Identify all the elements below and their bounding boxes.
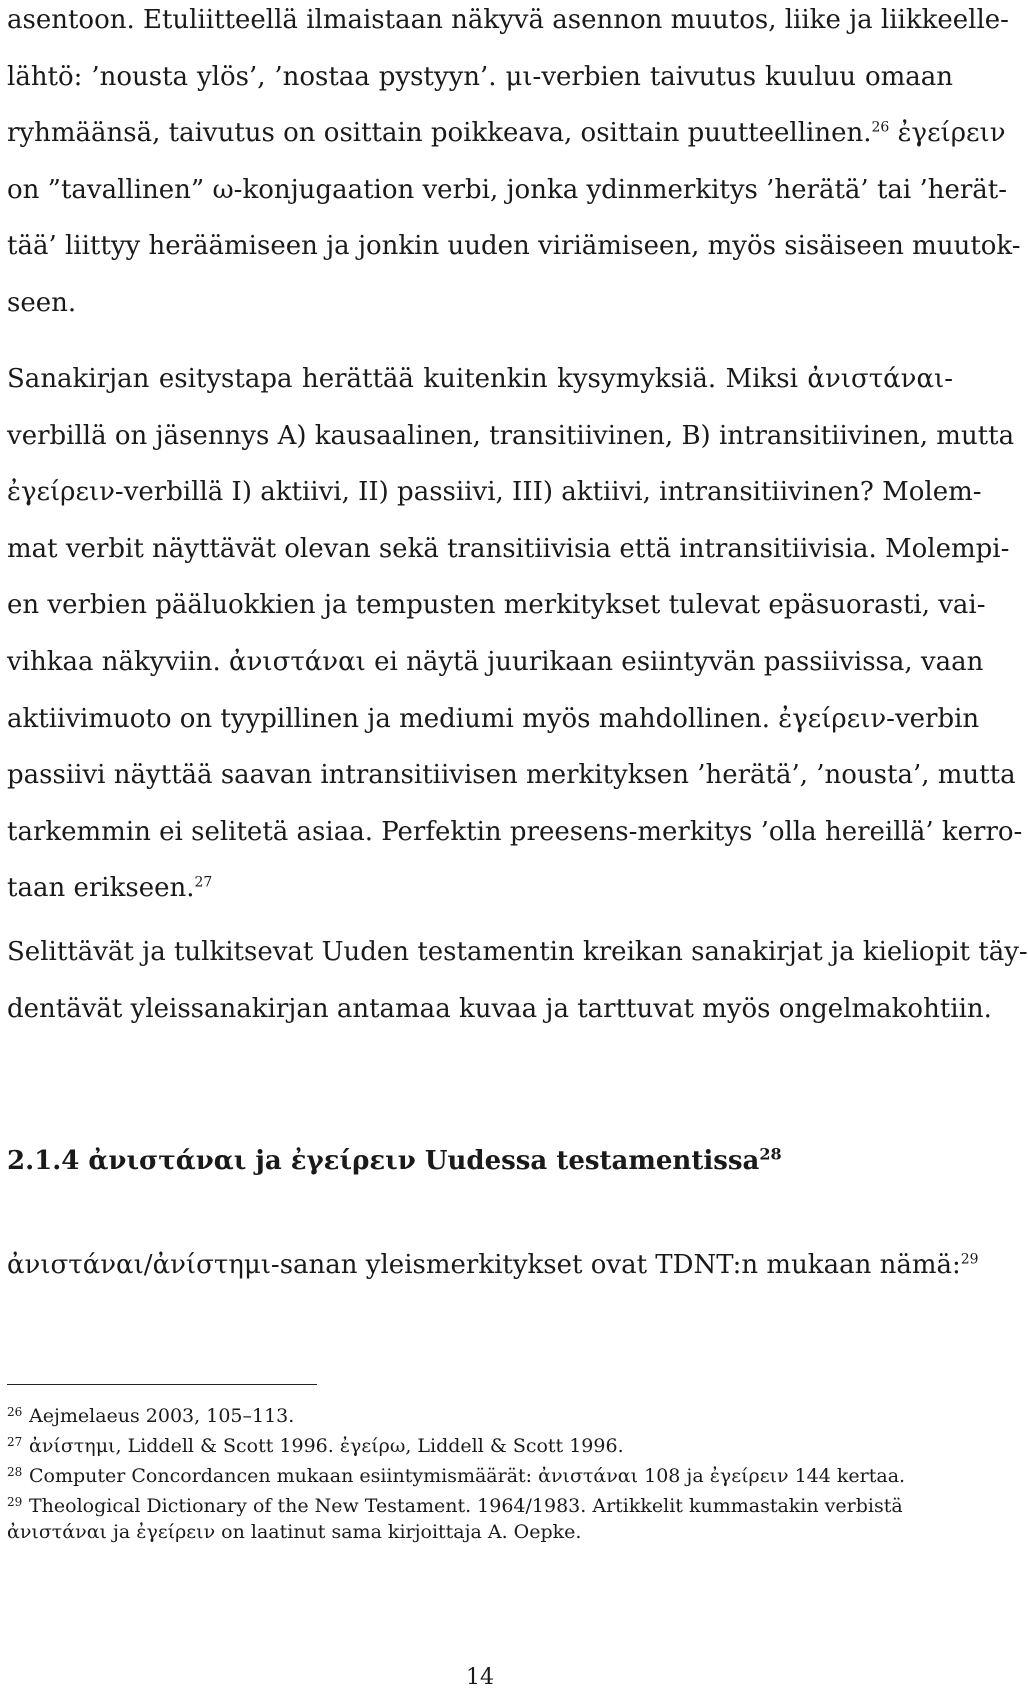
text-line: ἐγείρειν-verbillä I) aktiivi, II) passiivi, III) aktiivi, intransitiivinen? Molem- (7, 477, 982, 508)
intro-line (7, 1237, 979, 1293)
footnote-ref-26[interactable]: 26 (871, 119, 890, 136)
text-segment: ryhmäänsä, taivutus on osittain poikkeava, osittain puutteellinen. (7, 118, 872, 149)
paragraph-2 (7, 351, 1023, 917)
text-line: vihkaa näkyviin. ἀνιστάναι ei näytä juurikaan esiintyvän passiivissa, vaan (7, 646, 984, 677)
footnote-ref-27[interactable]: 27 (194, 874, 213, 891)
text-line: tarkemmin ei selitetä asiaa. Perfektin preesens-merkitys ’olla hereillä’ kerro- (7, 816, 1023, 847)
footnote-ref-28[interactable]: 28 (759, 1144, 782, 1164)
page-number: 14 (466, 1665, 494, 1690)
footnote-29 (7, 1487, 953, 1521)
footnote-number: 28 (7, 1465, 23, 1479)
footnote-26 (7, 1397, 953, 1431)
intro-text: ἀνιστάναι/ἀνίστημι-sanan yleismerkitykset ovat TDNT:n mukaan nämä: (7, 1250, 961, 1280)
footnote-text: Computer Concordancen mukaan esiintymismäärät: ἀνιστάναι 108 ja ἐγείρειν 144 kertaa. (29, 1465, 906, 1487)
text-line: en verbien pääluokkien ja tempusten merkitykset tulevat epäsuorasti, vai- (7, 590, 986, 621)
text-line: aktiivimuoto on tyypillinen ja mediumi myös mahdollinen. ἐγείρειν-verbin (7, 703, 980, 734)
text-segment: taan erikseen. (7, 873, 195, 904)
footnote-28 (7, 1457, 953, 1491)
footnote-number: 27 (7, 1435, 23, 1449)
text-line: seen. (7, 287, 77, 318)
text-line: lähtö: ’nousta ylös’, ’nostaa pystyyn’. μι-verbien taivutus kuuluu omaan (7, 61, 953, 92)
footnote-divider (7, 1384, 317, 1385)
text-line: asentoon. Etuliitteellä ilmaistaan näkyvä asennon muutos, liike ja liikkeelle- (7, 5, 1009, 35)
footnote-ref-29[interactable]: 29 (960, 1251, 979, 1268)
text-line-with-footnote (7, 860, 953, 917)
footnote-number: 29 (7, 1495, 23, 1509)
footnote-text: ἀνίστημι, Liddell & Scott 1996. ἐγείρω, Liddell & Scott 1996. (29, 1435, 624, 1457)
text-line: passiivi näyttää saavan intransitiivisen merkityksen ’herätä’, ’nousta’, mutta (7, 760, 1016, 791)
footnote-27 (7, 1427, 953, 1461)
footnote-text: Theological Dictionary of the New Testament. 1964/1983. Artikkelit kummastakin verbistä (29, 1495, 903, 1517)
paragraph-1 (7, 0, 1021, 332)
text-line: Selittävät ja tulkitsevat Uuden testamentin kreikan sanakirjat ja kieliopit täy- (7, 937, 1028, 967)
footnote-text: Aejmelaeus 2003, 105–113. (29, 1405, 295, 1427)
section-heading (7, 1133, 782, 1189)
paragraph-3 (7, 924, 1028, 1037)
heading-text: 2.1.4 ἀνιστάναι ja ἐγείρειν Uudessa testamentissa (7, 1146, 760, 1176)
text-line-with-footnote (7, 105, 1006, 162)
text-line: on ”tavallinen” ω-konjugaation verbi, jonka ydinmerkitys ’herätä’ tai ’herät- (7, 174, 1008, 205)
text-line: Sanakirjan esitystapa herättää kuitenkin kysymyksiä. Miksi ἀνιστάναι- (7, 364, 953, 394)
text-line: dentävät yleissanakirjan antamaa kuvaa ja tarttuvat myös ongelmakohtiin. (7, 993, 992, 1024)
text-line: verbillä on jäsennys A) kausaalinen, transitiivinen, B) intransitiivinen, mutta (7, 420, 1015, 451)
text-line: mat verbit näyttävät olevan sekä transitiivisia että intransitiivisia. Molempi- (7, 533, 1010, 564)
text-line: tää’ liittyy heräämiseen ja jonkin uuden viriämiseen, myös sisäiseen muutok- (7, 231, 1021, 262)
greek-term: ἐγείρειν (897, 118, 1006, 149)
footnote-number: 26 (7, 1405, 23, 1419)
footnote-29-continuation: ἀνιστάναι ja ἐγείρειν on laatinut sama kirjoittaja A. Oepke. (7, 1521, 582, 1543)
